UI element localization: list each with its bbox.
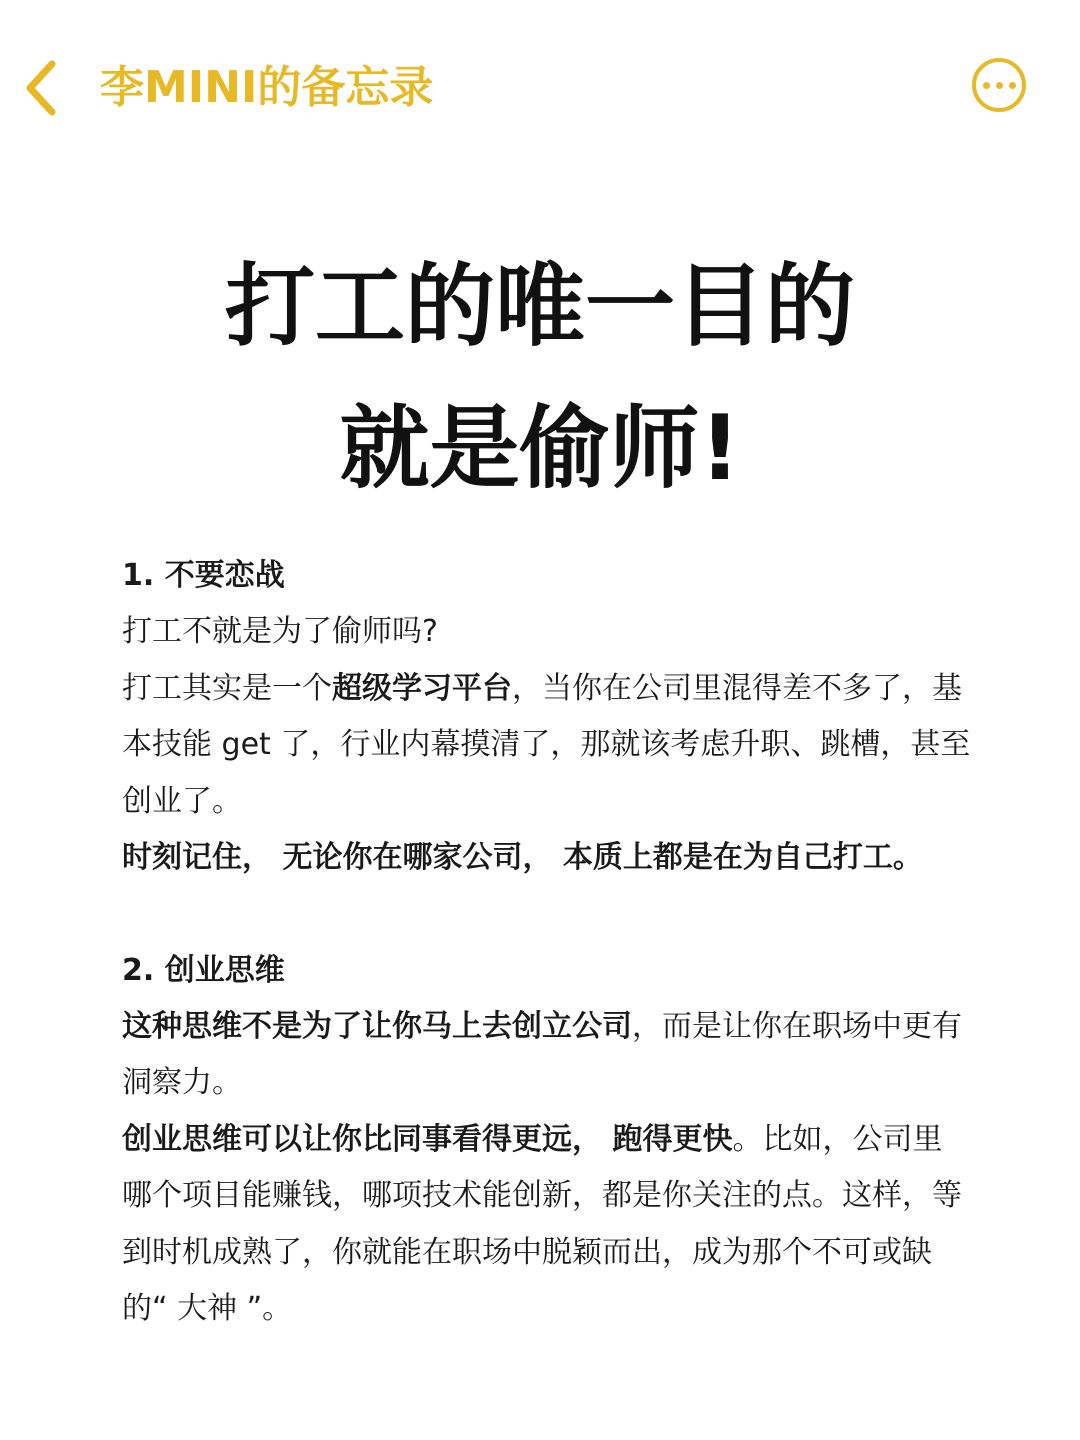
section-2 — [122, 943, 972, 1338]
headline — [0, 236, 1080, 520]
text-run: 打工其实是一个 — [122, 670, 332, 706]
back-button[interactable] — [18, 56, 66, 120]
paragraph — [122, 604, 972, 661]
section-heading: 1. 不要恋战 — [122, 558, 285, 593]
headline-line-2: 就是偷师! — [339, 396, 741, 501]
chevron-left-icon — [22, 58, 62, 118]
section-1 — [122, 548, 972, 887]
ellipsis-icon — [983, 82, 1016, 89]
page-title: 李MINI的备忘录 — [100, 62, 434, 113]
text-run: 打工不就是为了偷师吗? — [122, 614, 438, 649]
headline-line-1: 打工的唯一目的 — [225, 254, 855, 359]
paragraph — [122, 830, 972, 887]
text-run: ，当你在公司里混得差不多了，基本技能 get 了，行业内幕摸清了，那就该考虑升职、跳槽，甚至创业了。 — [122, 670, 971, 819]
text-run: ，而是让你在职场中更有洞察力。 — [122, 1008, 962, 1100]
section-heading: 2. 创业思维 — [122, 952, 285, 988]
note-content — [122, 548, 972, 1338]
text-run-bold: 时刻记住， 无论你在哪家公司， 本质上都是在为自己打工。 — [122, 840, 923, 875]
text-run-bold: 超级学习平台 — [332, 670, 512, 706]
paragraph — [122, 661, 972, 831]
more-button[interactable] — [972, 58, 1026, 112]
nav-bar — [0, 0, 1080, 180]
text-run-bold: 创业思维可以让你比同事看得更远， 跑得更快 — [122, 1121, 733, 1157]
text-run: 。比如，公司里哪个项目能赚钱，哪项技术能创新，都是你关注的点。这样，等到时机成熟了，你就能在职场中脱颖而出，成为那个不可或缺的“ 大神 ”。 — [122, 1121, 962, 1326]
paragraph — [122, 1112, 972, 1338]
paragraph — [122, 999, 972, 1112]
text-run-bold: 这种思维不是为了让你马上去创立公司 — [122, 1008, 632, 1044]
